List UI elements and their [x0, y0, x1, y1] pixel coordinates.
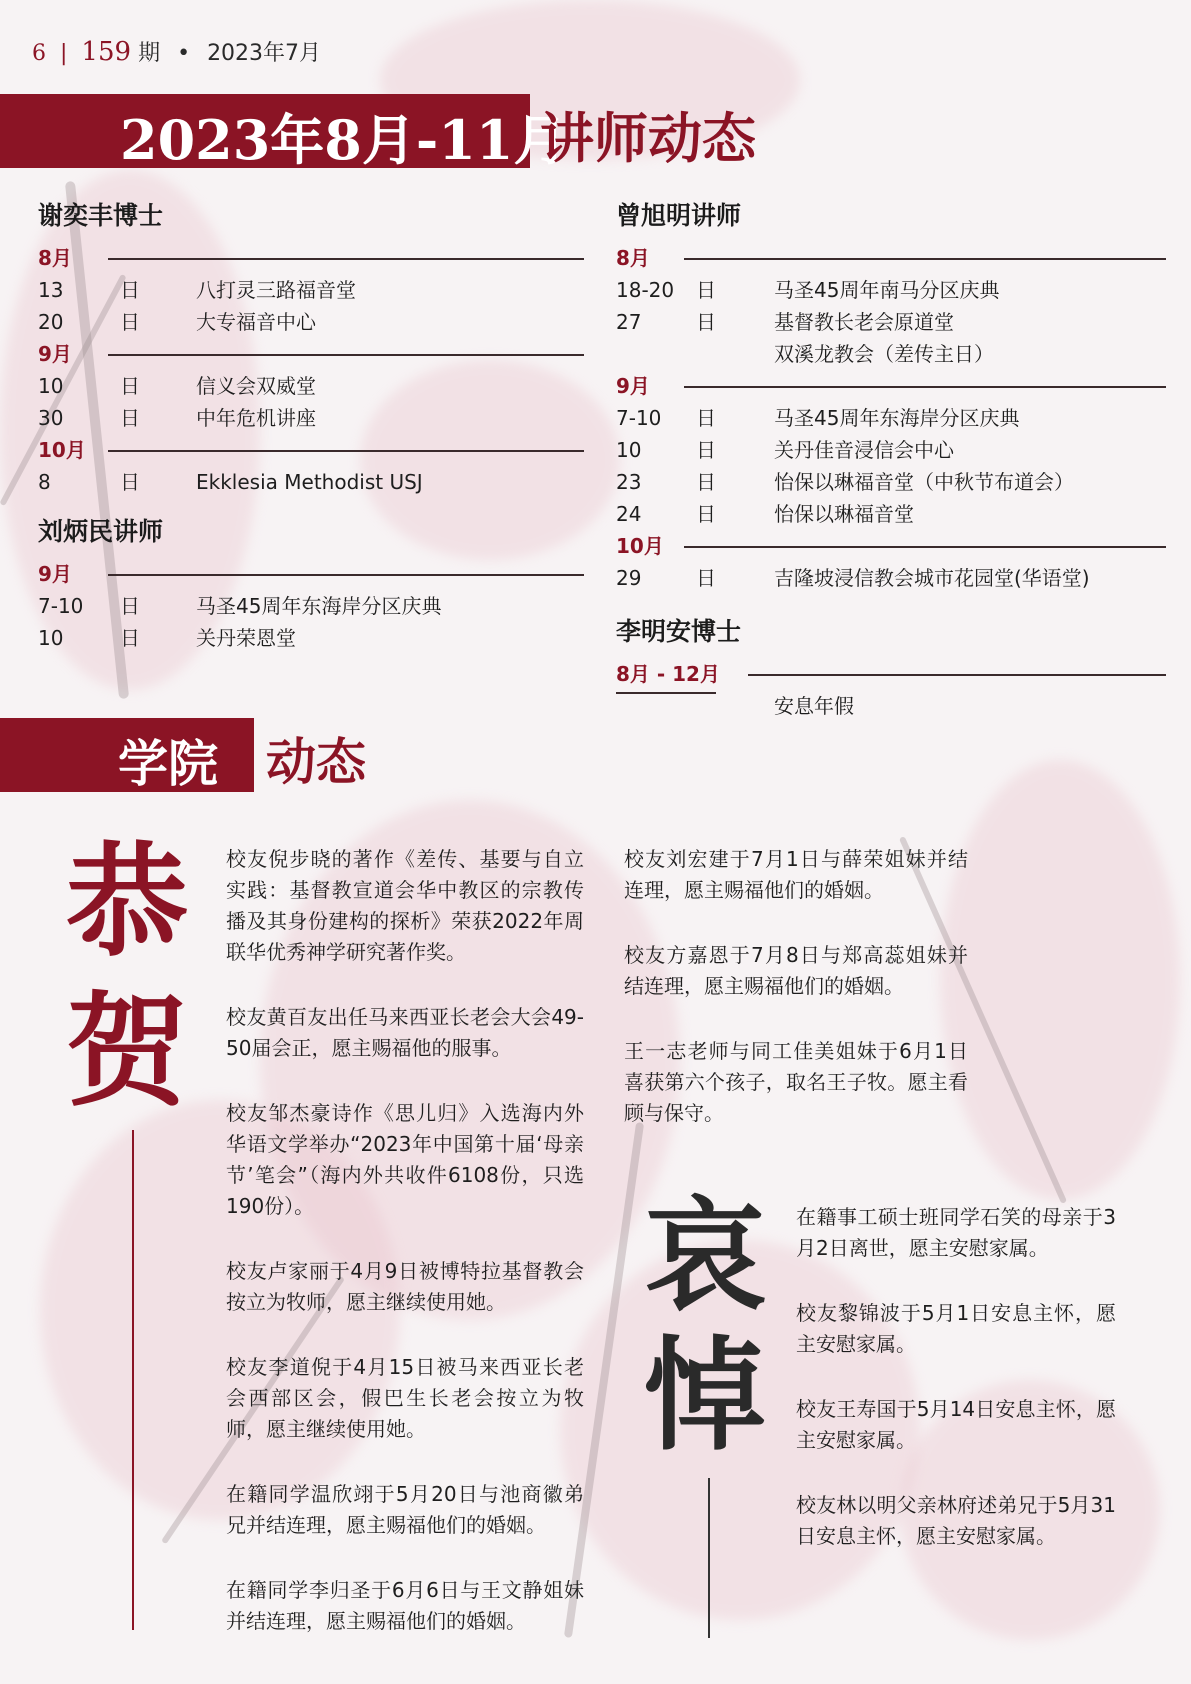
event-venue: 关丹佳音浸信会中心 [774, 438, 954, 462]
event-date: 10 [38, 374, 64, 398]
schedule-row [616, 690, 1166, 722]
event-day: 日 [696, 438, 716, 462]
page-header [32, 36, 321, 67]
event-date: 10 [38, 626, 64, 650]
schedule-row [616, 402, 1166, 434]
month-divider [108, 258, 584, 260]
event-date: 7-10 [616, 406, 662, 430]
month-label: 8月 - 12月 [616, 662, 720, 686]
month-divider [684, 386, 1166, 388]
month-header [616, 658, 1166, 690]
event-date: 24 [616, 502, 642, 526]
month-header [616, 242, 1166, 274]
mourning-vertical-rule [708, 1478, 710, 1638]
event-date: 10 [616, 438, 642, 462]
event-date: 7-10 [38, 594, 84, 618]
lecturer-banner-highlight: 2023年8月-11月 [120, 108, 568, 172]
event-day: 日 [696, 406, 716, 430]
header-bullet: • [177, 41, 191, 66]
lecturer-block [616, 612, 1166, 722]
event-day: 日 [120, 310, 140, 334]
schedule-row [38, 622, 584, 654]
event-venue: 马圣45周年东海岸分区庆典 [774, 406, 1020, 430]
event-venue: 基督教长老会原道堂 [774, 310, 954, 334]
event-venue: 马圣45周年东海岸分区庆典 [196, 594, 442, 618]
lecturer-block [38, 196, 584, 498]
lecturer-column-left [38, 196, 584, 668]
event-date: 8 [38, 470, 51, 494]
notice-paragraph: 校友倪步晓的著作《差传、基要与自立实践：基督教宣道会华中教区的宗教传播及其身份建构的探析》荣获2022年周联华优秀神学研究著作奖。 [226, 847, 584, 964]
lecturer-column-right [616, 196, 1166, 740]
academy-banner-title: 动态 [266, 732, 366, 791]
schedule-row [616, 274, 1166, 306]
event-venue: 怡保以琳福音堂 [774, 502, 914, 526]
event-day: 日 [120, 594, 140, 618]
page-number: 6 [32, 41, 46, 66]
schedule-row [616, 434, 1166, 466]
event-venue: 安息年假 [774, 694, 854, 718]
month-label: 10月 [38, 438, 86, 462]
notice-paragraph: 校友刘宏建于7月1日与薛荣姐妹并结连理，愿主赐福他们的婚姻。 [624, 847, 968, 902]
congrats-vertical-rule [132, 1130, 134, 1630]
event-day: 日 [120, 626, 140, 650]
event-venue: 怡保以琳福音堂（中秋节布道会） [774, 470, 1074, 494]
schedule-row [616, 562, 1166, 594]
schedule-row [616, 338, 1166, 370]
month-label: 9月 [616, 374, 650, 398]
schedule-row [38, 306, 584, 338]
congrats-char-1: 恭 [66, 829, 188, 973]
notice-paragraph: 在籍事工硕士班同学石笑的母亲于3月2日离世，愿主安慰家属。 [796, 1205, 1116, 1260]
schedule-row [38, 274, 584, 306]
mourning-column [796, 1202, 1116, 1586]
lecturer-name: 谢奕丰博士 [38, 201, 164, 230]
month-divider [748, 674, 1166, 676]
event-venue: 关丹荣恩堂 [196, 626, 296, 650]
lecturer-block [38, 512, 584, 654]
schedule-row [38, 590, 584, 622]
event-venue: 马圣45周年南马分区庆典 [774, 278, 1000, 302]
month-header [38, 242, 584, 274]
event-venue: 八打灵三路福音堂 [196, 278, 356, 302]
month-header [616, 530, 1166, 562]
event-date: 30 [38, 406, 64, 430]
month-label: 8月 [616, 246, 650, 270]
event-day: 日 [120, 470, 140, 494]
lecturer-banner [0, 94, 568, 172]
month-divider [684, 258, 1166, 260]
event-day: 日 [696, 470, 716, 494]
event-date: 20 [38, 310, 64, 334]
event-venue: 吉隆坡浸信教会城市花园堂(华语堂) [774, 566, 1090, 590]
event-venue: Ekklesia Methodist USJ [196, 470, 423, 494]
schedule-row [616, 498, 1166, 530]
schedule-row [38, 402, 584, 434]
lecturer-name: 刘炳民讲师 [38, 517, 164, 546]
congrats-column-2 [624, 844, 968, 1163]
issue-date: 2023年7月 [207, 41, 322, 66]
header-divider: | [60, 41, 68, 66]
notice-paragraph: 校友林以明父亲林府述弟兄于5月31日安息主怀，愿主安慰家属。 [796, 1493, 1116, 1548]
month-header [38, 558, 584, 590]
month-label: 9月 [38, 342, 72, 366]
notice-paragraph: 校友邹杰豪诗作《思儿归》入选海内外华语文学举办“2023年中国第十届‘母亲节’笔会”（海内外共收件6108份，只选190份）。 [226, 1101, 584, 1218]
lecturer-name: 李明安博士 [616, 617, 742, 646]
notice-paragraph: 校友黄百友出任马来西亚长老会大会49-50届会正，愿主赐福他的服事。 [226, 1005, 584, 1060]
notice-paragraph: 校友方嘉恩于7月8日与郑高蕊姐妹并结连理，愿主赐福他们的婚姻。 [624, 943, 968, 998]
schedule-row [616, 466, 1166, 498]
schedule-row [38, 466, 584, 498]
notice-paragraph: 校友王寿国于5月14日安息主怀，愿主安慰家属。 [796, 1397, 1116, 1452]
issue-number: 159 [81, 37, 132, 67]
lecturer-banner-title: 讲师动态 [540, 106, 756, 170]
event-date: 27 [616, 310, 642, 334]
event-day: 日 [696, 566, 716, 590]
month-divider [108, 450, 584, 452]
month-divider [108, 574, 584, 576]
schedule-row [616, 306, 1166, 338]
event-day: 日 [120, 374, 140, 398]
event-venue: 双溪龙教会（差传主日） [774, 342, 994, 366]
month-header [38, 338, 584, 370]
event-day: 日 [696, 502, 716, 526]
congrats-column-1 [226, 844, 584, 1671]
month-header [38, 434, 584, 466]
congrats-char-2: 贺 [66, 979, 188, 1123]
notice-paragraph: 校友黎锦波于5月1日安息主怀，愿主安慰家属。 [796, 1301, 1116, 1356]
month-divider [108, 354, 584, 356]
event-venue: 大专福音中心 [196, 310, 316, 334]
schedule-row [38, 370, 584, 402]
event-date: 29 [616, 566, 642, 590]
event-day: 日 [120, 406, 140, 430]
event-date: 13 [38, 278, 64, 302]
academy-banner-highlight: 学院 [118, 734, 218, 793]
academy-banner [0, 718, 254, 792]
lecturer-name: 曾旭明讲师 [616, 201, 742, 230]
event-date: 18-20 [616, 278, 675, 302]
lecturer-block [616, 196, 1166, 594]
notice-paragraph: 在籍同学李归圣于6月6日与王文静姐妹并结连理，愿主赐福他们的婚姻。 [226, 1578, 584, 1633]
month-header [616, 370, 1166, 402]
event-venue: 信义会双威堂 [196, 374, 316, 398]
event-day: 日 [696, 310, 716, 334]
month-divider [684, 546, 1166, 548]
event-date: 23 [616, 470, 642, 494]
mourning-char-2: 悼 [644, 1323, 766, 1467]
notice-paragraph: 校友李道倪于4月15日被马来西亚长老会西部区会，假巴生长老会按立为牧师，愿主继续使用她。 [226, 1355, 584, 1441]
notice-paragraph: 在籍同学温欣翊于5月20日与池商徽弟兄并结连理，愿主赐福他们的婚姻。 [226, 1482, 584, 1537]
event-day: 日 [696, 278, 716, 302]
event-day: 日 [120, 278, 140, 302]
month-label: 9月 [38, 562, 72, 586]
month-label: 10月 [616, 534, 664, 558]
issue-suffix: 期 [138, 41, 161, 66]
notice-paragraph: 王一志老师与同工佳美姐妹于6月1日喜获第六个孩子，取名王子牧。愿主看顾与保守。 [624, 1039, 968, 1125]
mourning-char-1: 哀 [644, 1183, 766, 1327]
event-venue: 中年危机讲座 [196, 406, 316, 430]
month-label: 8月 [38, 246, 72, 270]
notice-paragraph: 校友卢家丽于4月9日被博特拉基督教会按立为牧师，愿主继续使用她。 [226, 1259, 584, 1314]
